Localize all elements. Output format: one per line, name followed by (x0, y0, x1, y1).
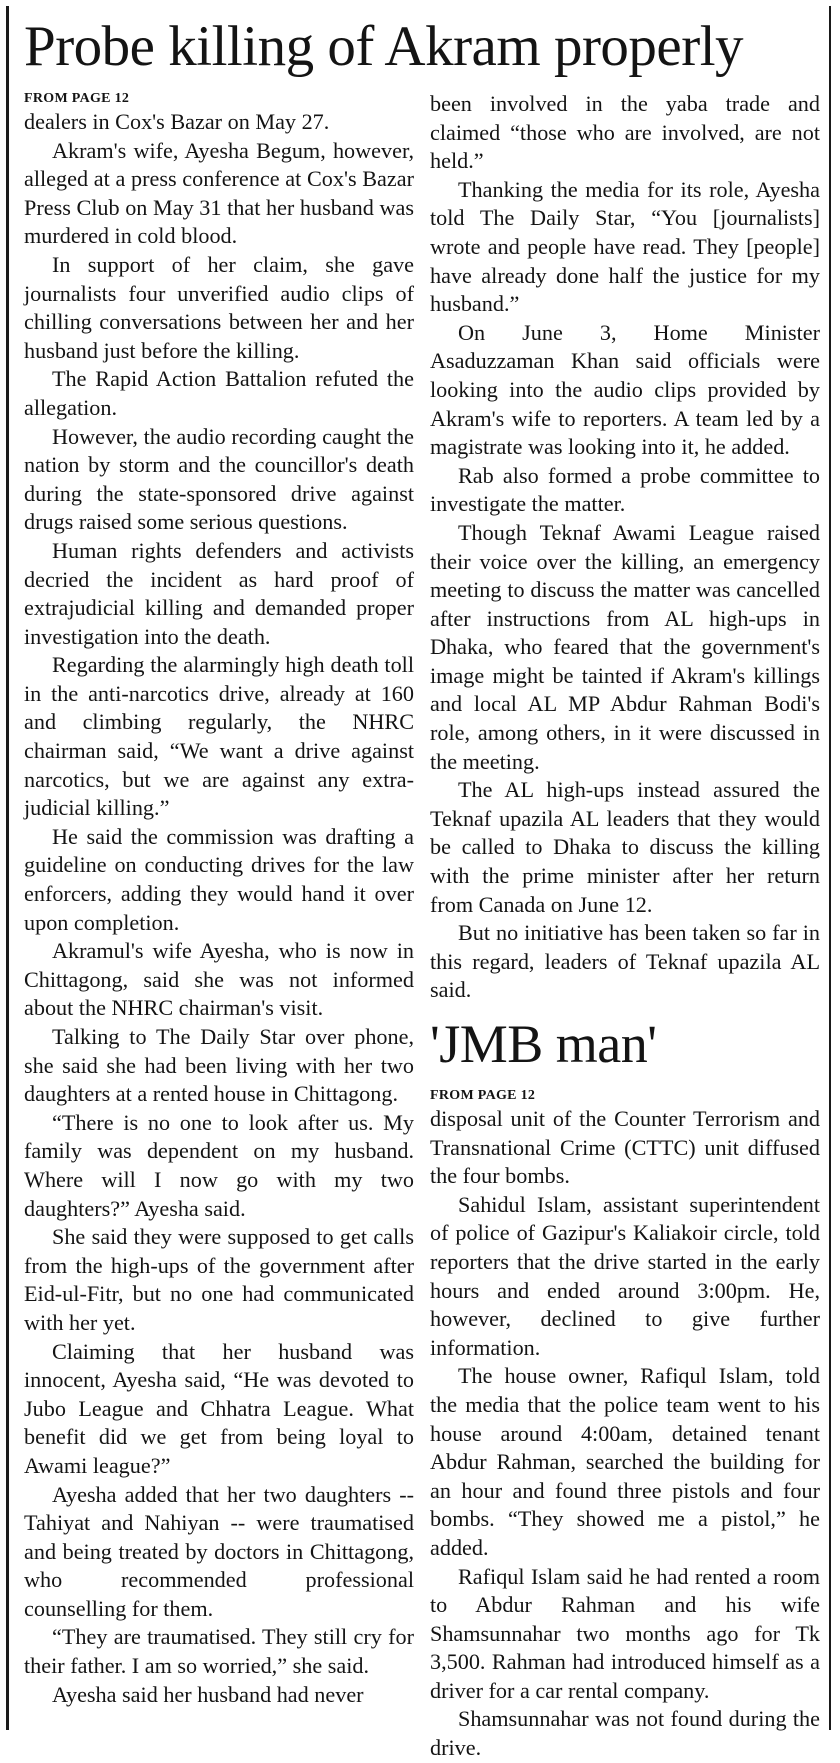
paragraph: In support of her claim, she gave journalists four unverified audio clips of chilling conversations between her and her husband just before the killing. (24, 251, 414, 363)
paragraph: Rab also formed a probe committee to investigate the matter. (430, 462, 820, 517)
paragraph: Akramul's wife Ayesha, who is now in Chittagong, said she was not informed about the NHRC chairman's visit. (24, 938, 414, 1021)
paragraph: She said they were supposed to get calls from the high-ups of the government after Eid-ul-Fitr, but no one had communicated with her yet. (24, 1224, 414, 1335)
paragraph: On June 3, Home Minister Asaduzzaman Khan said officials were looking into the audio clips provided by Akram's wife to reporters. A team led by a magistrate was looking into it, he added. (430, 319, 820, 460)
article-headline: Probe killing of Akram properly (24, 15, 744, 78)
paragraph: been involved in the yaba trade and claimed “those who are involved, are not held.” (430, 91, 820, 174)
paragraph: dealers in Cox's Bazar on May 27. (24, 109, 330, 134)
paragraph: The Rapid Action Battalion refuted the allegation. (24, 366, 414, 420)
paragraph: Rafiqul Islam said he had rented a room to Abdur Rahman and his wife Shamsunnahar two months ago for Tk 3,500. Rahman had introduced himself as a driver for a car rental company. (430, 1563, 820, 1703)
paragraph: Ayesha added that her two daughters -- Tahiyat and Nahiyan -- were traumatised and being treated by doctors in Chittagong, who recommended professional counselling for them. (24, 1481, 414, 1621)
paragraph: He said the commission was drafting a guideline on conducting drives for the law enforcers, adding they would hand it over upon completion. (24, 823, 414, 935)
paragraph: disposal unit of the Counter Terrorism and Transnational Crime (CTTC) unit diffused the four bombs. (430, 1106, 820, 1189)
paragraph: Sahidul Islam, assistant superintendent of police of Gazipur's Kaliakoir circle, told reporters that the drive started in the early hours and ended around 3:00pm. He, however, declined to give further information. (430, 1191, 820, 1360)
paragraph: Shamsunnahar was not found during the drive. (430, 1706, 820, 1761)
continued-from-label: FROM PAGE 12 (430, 1088, 536, 1103)
paragraph: Thanking the media for its role, Ayesha told The Daily Star, “You [journalists] wrote and people have read. They [people] have already done half the justice for my husband.” (430, 176, 820, 317)
paragraph: Though Teknaf Awami League raised their voice over the killing, an emergency meeting to discuss the matter was cancelled after instructions from AL high-ups in Dhaka, who feared that the government's image might be tainted if Akram's killings and local AL MP Abdur Rahman Bodi's role, among others, in it were discussed in the meeting. (430, 519, 820, 774)
paragraph: Regarding the alarmingly high death toll in the anti-narcotics drive, already at 160 and climbing regularly, the NHRC chairman said, “We want a drive against narcotics, but we are against any extra-judicial killing.” (24, 652, 414, 821)
paragraph: However, the audio recording caught the nation by storm and the councillor's death during the state-sponsored drive against drugs raised some serious questions. (24, 423, 414, 535)
paragraph: Human rights defenders and activists decried the incident as hard proof of extrajudicial killing and demanded proper investigation into the death. (24, 537, 414, 649)
paragraph: Talking to The Daily Star over phone, she said she had been living with her two daughters at a rented house in Chittagong. (24, 1024, 414, 1107)
paragraph: Akram's wife, Ayesha Begum, however, alleged at a press conference at Cox's Bazar Press Club on May 31 that her husband was murdered in cold blood. (24, 137, 414, 249)
paragraph: Ayesha said her husband had never (52, 1681, 364, 1707)
paragraph: “They are traumatised. They still cry for their father. I am so worried,” she said. (24, 1624, 414, 1679)
second-article-headline: 'JMB man' (430, 1014, 657, 1074)
paragraph: “There is no one to look after us. My family was dependent on my husband. Where will I now go with my two daughters?” Ayesha said. (24, 1109, 414, 1221)
continued-from-label: FROM PAGE 12 (24, 91, 130, 106)
paragraph: But no initiative has been taken so far in this regard, leaders of Teknaf upazila AL said. (430, 920, 820, 1003)
paragraph: The house owner, Rafiqul Islam, told the media that the police team went to his house around 4:00am, detained tenant Abdur Rahman, searched the building for an hour and found three pistols and four bombs. “They showed me a pistol,” he added. (430, 1363, 820, 1560)
paragraph: Claiming that her husband was innocent, Ayesha said, “He was devoted to Jubo League and Chhatra League. What benefit did we get from being loyal to Awami league?” (24, 1338, 414, 1478)
paragraph: The AL high-ups instead assured the Teknaf upazila AL leaders that they would be called to Dhaka to discuss the killing with the prime minister after her return from Canada on June 12. (430, 777, 820, 917)
article-left-column (24, 90, 414, 1709)
article-right-column (430, 90, 820, 1763)
